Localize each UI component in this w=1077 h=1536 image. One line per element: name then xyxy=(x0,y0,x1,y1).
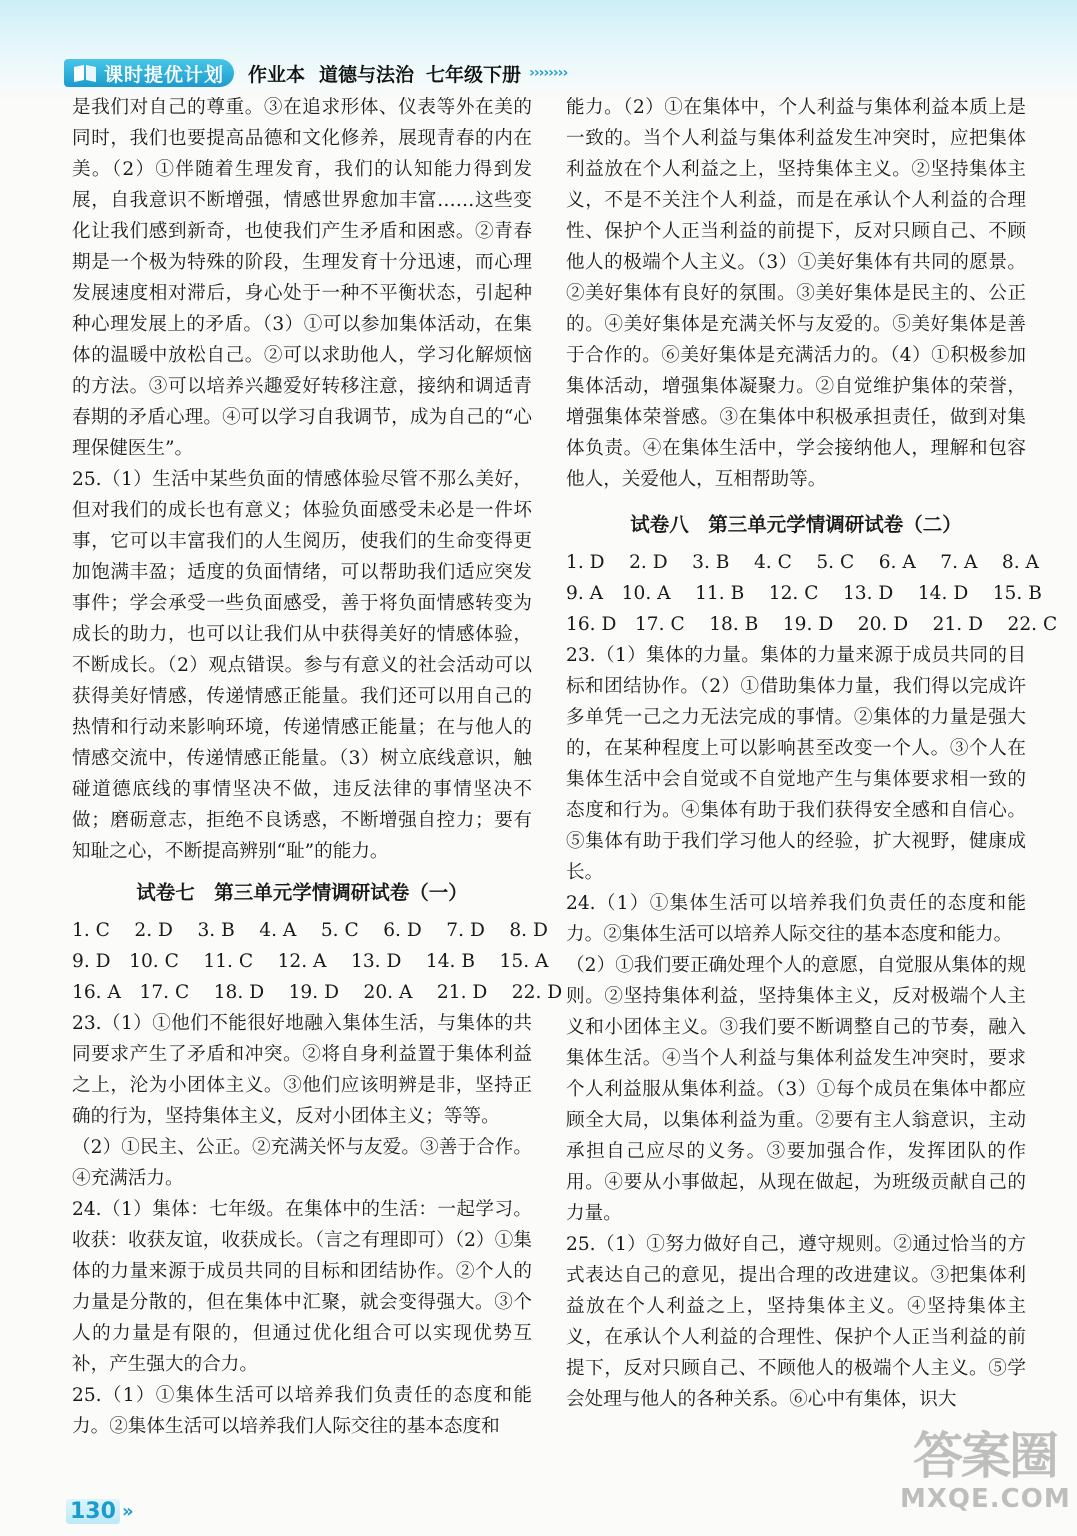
answer-paragraph: （2）①我们要正确处理个人的意愿，自觉服从集体的规则。②坚持集体利益，坚持集体主义，反对极端个人主义和小团体主义。③我们要不断调整自己的节奏，融入集体生活。④当个人利益与集体利益发生冲突时，要求个人利益服从集体利益。（3）①每个成员在集体中都应顾全大局，以集体利益为重。②要有主人翁意识，主动承担自己应尽的义务。③要加强合作，发挥团队的作用。④要从小事做起，从现在做起，为班级贡献自己的力量。 xyxy=(566,955,1026,1224)
answer-paragraph: （2）①民主、公正。②充满关怀与友爱。③善于合作。④充满活力。 xyxy=(72,1137,532,1189)
grade: 七年级下册 xyxy=(426,63,522,86)
answer-paragraph: 24.（1）集体：七年级。在集体中的生活：一起学习。收获：收获友谊，收获成长。（言之有理即可）（2）①集体的力量来源于成员共同的目标和团结协作。②个人的力量是分散的，但在集体中汇聚，就会变得强大。③个人的力量是有限的，但通过优化组合可以实现优势互补，产生强大的合力。 xyxy=(72,1199,532,1375)
watermark-logo xyxy=(900,1428,1070,1528)
book-icon xyxy=(72,63,98,83)
answer-paragraph: 是我们对自己的尊重。③在追求形体、仪表等外在美的同时，我们也要提高品德和文化修养，展现青春的内在美。（2）①伴随着生理发育，我们的认知能力得到发展，自我意识不断增强，情感世界愈加丰富……这些变化让我们感到新奇，也使我们产生矛盾和困惑。②青春期是一个极为特殊的阶段，生理发育十分迅速，而心理发展速度相对滞后，身心处于一种不平衡状态，引起种种心理发展上的矛盾。（3）①可以参加集体活动，在集体的温暖中放松自己。②可以求助他人，学习化解烦恼的方法。③可以培养兴趣爱好转移注意，接纳和调适青春期的矛盾心理。④可以学习自我调节，成为自己的“心理保健医生”。 xyxy=(72,97,532,459)
answer-key-row: 16. D 17. C 18. B 19. D 20. D 21. D 22. C xyxy=(566,614,1058,635)
answer-paragraph: 25.（1）生活中某些负面的情感体验尽管不那么美好，但对我们的成长也有意义；体验负面感受未必是一件坏事，它可以丰富我们的人生阅历，使我们的生命变得更加饱满丰盈；适度的负面情绪，可以帮助我们适应突发事件；学会承受一些负面感受，善于将负面情感转变为成长的助力，也可以让我们从中获得美好的情感体验，不断成长。（2）观点错误。参与有意义的社会活动可以获得美好情感，传递情感正能量。我们还可以用自己的热情和行动来影响环境，传递情感正能量；在与他人的情感交流中，传递情感正能量。（3）树立底线意识，触碰道德底线的事情坚决不做，违反法律的事情坚决不做；磨砺意志，拒绝不良诱惑，不断增强自控力；要有知耻之心，不断提高辨别“耻”的能力。 xyxy=(72,469,532,862)
brand-title: 课时提优计划 xyxy=(104,63,225,86)
answer-paragraph: 23.（1）①他们不能很好地融入集体生活，与集体的共同要求产生了矛盾和冲突。②将自身利益置于集体利益之上，沦为小团体主义。③他们应该明辨是非，坚持正确的行为，坚持集体主义，反对小团体主义；等等。 xyxy=(72,1013,532,1127)
answer-paragraph: 24.（1）①集体生活可以培养我们负责任的态度和能力。②集体生活可以培养人际交往的基本态度和能力。 xyxy=(566,893,1026,945)
answer-key-row: 1. D 2. D 3. B 4. C 5. C 6. A 7. A 8. A xyxy=(566,552,1039,573)
chevrons-icon: ›››››››› xyxy=(529,65,568,81)
page-header xyxy=(0,0,1077,100)
subject: 道德与法治 xyxy=(319,63,415,86)
watermark-url: MXQE.COM xyxy=(900,1484,1071,1514)
section-heading: 试卷七 第三单元学情调研试卷（一） xyxy=(136,881,468,904)
brand-badge xyxy=(64,59,234,87)
header-bar xyxy=(64,58,567,88)
answer-key-row: 1. C 2. D 3. B 4. A 5. C 6. D 7. D 8. D xyxy=(72,920,548,941)
answer-key-row: 9. A 10. A 11. B 12. C 13. D 14. D 15. B xyxy=(566,583,1042,604)
watermark-text: 答案圈 xyxy=(913,1427,1057,1485)
page-number: 130 xyxy=(66,1499,120,1524)
answer-paragraph: 23.（1）集体的力量。集体的力量来源于成员共同的目标和团结协作。（2）①借助集体力量，我们得以完成许多单凭一己之力无法完成的事情。②集体的力量是强大的，在某种程度上可以影响甚至改变一个人。③个人在集体生活中会自觉或不自觉地产生与集体要求相一致的态度和行为。④集体有助于我们获得安全感和自信心。⑤集体有助于我们学习他人的经验，扩大视野，健康成长。 xyxy=(566,645,1026,883)
answer-paragraph: 能力。（2）①在集体中，个人利益与集体利益本质上是一致的。当个人利益与集体利益发生冲突时，应把集体利益放在个人利益之上，坚持集体主义。②坚持集体主义，不是不关注个人利益，而是在承认个人利益的合理性、保护个人正当利益的前提下，反对只顾自己、不顾他人的极端个人主义。（3）①美好集体有共同的愿景。②美好集体有良好的氛围。③美好集体是民主的、公正的。④美好集体是充满关怀与友爱的。⑤美好集体是善于合作的。⑥美好集体是充满活力的。（4）①积极参加集体活动，增强集体凝聚力。②自觉维护集体的荣誉，增强集体荣誉感。③在集体中积极承担责任，做到对集体负责。④在集体生活中，学会接纳他人，理解和包容他人，关爱他人，互相帮助等。 xyxy=(566,97,1026,490)
section-heading: 试卷八 第三单元学情调研试卷（二） xyxy=(630,513,962,536)
answer-paragraph: 25.（1）①集体生活可以培养我们负责任的态度和能力。②集体生活可以培养我们人际交往的基本态度和 xyxy=(72,1385,532,1437)
book-type: 作业本 xyxy=(248,63,306,86)
left-column xyxy=(72,92,563,1442)
page-number-badge xyxy=(66,1496,134,1526)
answer-paragraph: 25.（1）①努力做好自己，遵守规则。②通过恰当的方式表达自己的意见，提出合理的改进建议。③把集体利益放在个人利益之上，坚持集体主义。④坚持集体主义，在承认个人利益的合理性、保护个人正当利益的前提下，反对只顾自己、不顾他人的极端个人主义。⑤学会处理与他人的各种关系。⑥心中有集体，识大 xyxy=(566,1234,1026,1410)
answer-key-row: 16. A 17. C 18. D 19. D 20. A 21. D 22. D xyxy=(72,982,563,1003)
answer-key-row: 9. D 10. C 11. C 12. A 13. D 14. B 15. A xyxy=(72,951,549,972)
page-arrow-icon: » xyxy=(121,1500,134,1522)
right-column xyxy=(566,92,1058,1415)
